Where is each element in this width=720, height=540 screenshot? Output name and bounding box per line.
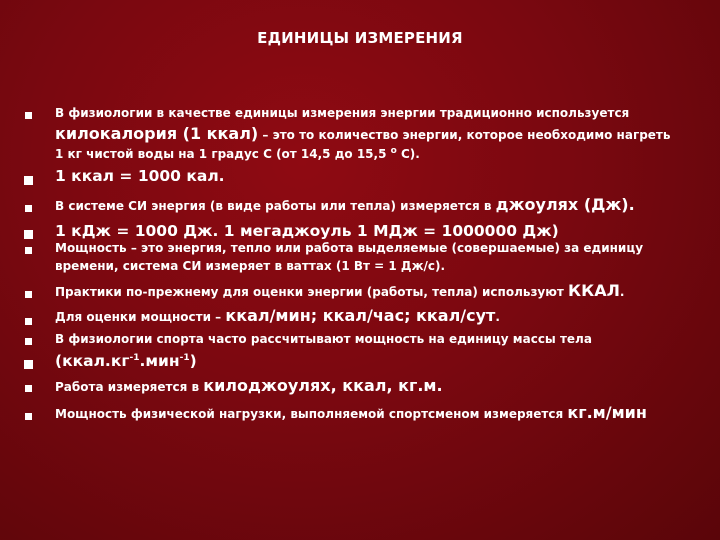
term-kgm-per-min: кг.м/мин [567,403,647,422]
item-9 [55,352,197,370]
term-kcal: ККАЛ [568,281,620,300]
item-10-text: Работа измеряется в [55,380,204,394]
item-10 [55,376,443,395]
degree-superscript: о [390,146,397,156]
item-1-line-2-text: – это то количество энергии, которое необходимо нагреть [258,128,671,142]
bullet-square-icon [24,360,33,369]
term-joules: джоулях (Дж). [495,195,635,214]
bullet-square-icon [24,176,33,185]
bullet-square-icon [25,247,32,254]
term-power-units: ккал/мин; ккал/час; ккал/сут [225,306,496,325]
item-9-sup-2: -1 [179,352,190,363]
item-2: 1 ккал = 1000 кал. [55,167,225,185]
item-3 [55,195,635,214]
item-9-part-2: .мин [139,352,180,370]
bullet-square-icon [25,318,32,325]
item-6-text: Практики по-прежнему для оценки энергии (работы, тепла) используют [55,285,569,299]
item-1-line-3-text: 1 кг чистой воды на 1 градус С (от 14,5 до 15,5 [55,147,391,161]
bullet-square-icon [25,205,32,212]
item-1-line-3-end: С). [396,147,420,161]
item-3-text: В системе СИ энергия (в виде работы или тепла) измеряется в [55,199,496,213]
bullet-square-icon [25,413,32,420]
item-1-line-3 [55,146,420,161]
item-5-line-1: Мощность – это энергия, тепло или работа выделяемые (совершаемые) за единицу [55,241,644,255]
item-6 [55,281,624,300]
bullet-square-icon [25,385,32,392]
item-7 [55,306,500,325]
item-11 [55,403,647,422]
item-11-text: Мощность физической нагрузки, выполняемой спортсменом измеряется [55,407,568,421]
item-9-part-3: ) [189,352,197,370]
term-work-units: килоджоулях, ккал, кг.м. [203,376,443,395]
item-9-part-1: (ккал.кг [55,352,130,370]
slide-title: ЕДИНИЦЫ ИЗМЕРЕНИЯ [257,29,463,47]
item-4: 1 кДж = 1000 Дж. 1 мегаджоуль 1 МДж = 1000000 Дж) [55,222,559,240]
item-1-line-2 [55,124,670,143]
bullet-square-icon [24,230,33,239]
term-kilocalorie: килокалория (1 ккал) [55,124,259,143]
item-8: В физиологии спорта часто рассчитывают мощность на единицу массы тела [55,332,592,346]
item-1-line-1: В физиологии в качестве единицы измерения энергии традиционно используется [55,106,630,120]
item-9-sup-1: -1 [129,352,140,363]
item-6-end: . [619,285,625,299]
bullet-square-icon [25,112,32,119]
item-7-text: Для оценки мощности – [55,310,226,324]
bullet-square-icon [25,338,32,345]
item-5-line-2: времени, система СИ измеряет в ваттах (1 Вт = 1 Дж/с). [55,259,446,273]
bullet-square-icon [25,291,32,298]
item-7-end: . [495,310,500,324]
